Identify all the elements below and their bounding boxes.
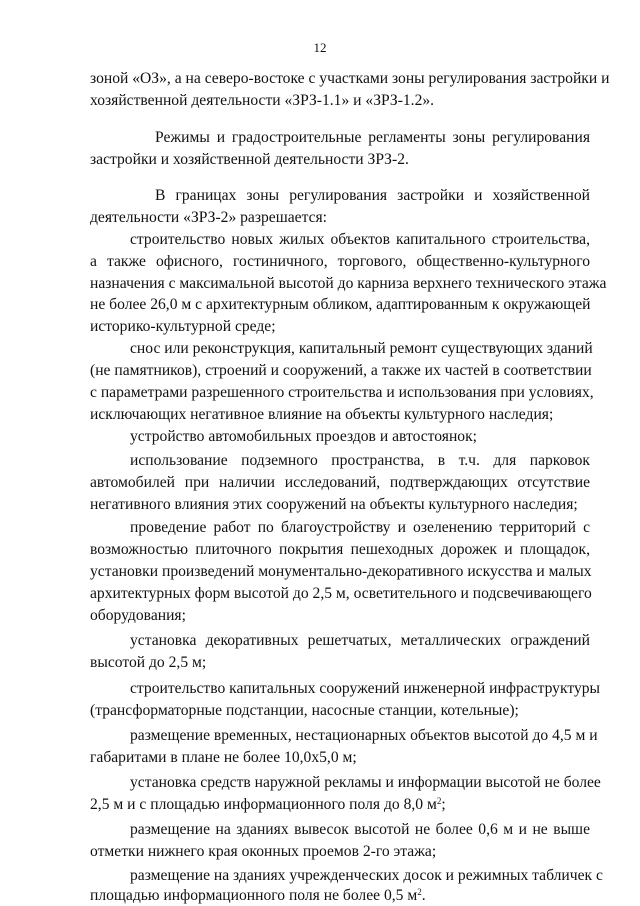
text-line: установки произведений монументально-декоративного искусства и малых bbox=[90, 563, 592, 580]
text-line: а также офисного, гостиничного, торгового, общественно-культурного bbox=[90, 253, 590, 270]
text-line: использование подземного пространства, в т.ч. для парковок bbox=[130, 452, 590, 469]
text-line: автомобилей при наличии исследований, подтверждающих отсутствие bbox=[90, 474, 590, 491]
section-heading: застройки и хозяйственной деятельности ЗРЗ-2. bbox=[90, 151, 409, 168]
text-line: не более 26,0 м с архитектурным обликом, адаптированным к окружающей bbox=[90, 296, 591, 313]
text-line: с параметрами разрешенного строительства и использования при условиях, bbox=[90, 384, 594, 401]
text-line: габаритами в плане не более 10,0х5,0 м; bbox=[90, 749, 357, 766]
text-line: негативного влияния этих сооружений на объекты культурного наследия; bbox=[90, 496, 578, 513]
text-line: возможностью плиточного покрытия пешеходных дорожек и площадок, bbox=[90, 541, 590, 558]
text-line: проведение работ по благоустройству и озеленению территорий с bbox=[130, 519, 590, 536]
text-line: размещение временных, нестационарных объектов высотой до 4,5 м и bbox=[130, 727, 598, 744]
text-line: В границах зоны регулирования застройки и хозяйственной bbox=[155, 187, 590, 204]
superscript: 2 bbox=[417, 887, 422, 897]
section-heading: Режимы и градостроительные регламенты зоны регулирования bbox=[155, 129, 590, 146]
text-line: устройство автомобильных проездов и автостоянок; bbox=[130, 428, 478, 445]
page-number: 12 bbox=[313, 40, 327, 55]
text-line: хозяйственной деятельности «ЗРЗ-1.1» и «ЗРЗ-1.2». bbox=[90, 92, 435, 109]
text-line: площадью информационного поля не более 0,5 $м^2$. bbox=[90, 887, 426, 904]
text-line: историко-культурной среде; bbox=[90, 318, 276, 335]
text-line: снос или реконструкция, капитальный ремонт существующих зданий bbox=[130, 340, 593, 357]
text-line: зоной «ОЗ», а на северо-востоке с участками зоны регулирования застройки и bbox=[90, 70, 610, 87]
text-line: размещение на зданиях учрежденческих досок и режимных табличек с bbox=[130, 867, 603, 884]
text-line: (не памятников), строений и сооружений, а также их частей в соответствии bbox=[90, 362, 592, 379]
text-line: назначения с максимальной высотой до карниза верхнего технического этажа bbox=[90, 275, 607, 292]
text-line: высотой до 2,5 м; bbox=[90, 654, 207, 671]
text-line: 2,5 м и с площадью информационного поля до 8,0 $м^2$; bbox=[90, 796, 446, 813]
text-line: установка декоративных решетчатых, металлических ограждений bbox=[130, 632, 590, 649]
text-line: размещение на зданиях вывесок высотой не более 0,6 м и не выше bbox=[130, 821, 590, 838]
text-line: отметки нижнего края оконных проемов 2-го этажа; bbox=[90, 843, 437, 860]
text-line: строительство капитальных сооружений инженерной инфраструктуры bbox=[130, 680, 601, 697]
text-line: (трансформаторные подстанции, насосные станции, котельные); bbox=[90, 702, 519, 719]
text-line: строительство новых жилых объектов капитального строительства, bbox=[130, 231, 590, 248]
text-line: оборудования; bbox=[90, 607, 186, 624]
text-line: архитектурных форм высотой до 2,5 м, осветительного и подсвечивающего bbox=[90, 585, 592, 602]
text-line: установка средств наружной рекламы и информации высотой не более bbox=[130, 774, 601, 791]
text-line: деятельности «ЗРЗ-2» разрешается: bbox=[90, 209, 328, 226]
superscript: 2 bbox=[436, 796, 442, 806]
text-line: исключающих негативное влияние на объекты культурного наследия; bbox=[90, 406, 554, 423]
